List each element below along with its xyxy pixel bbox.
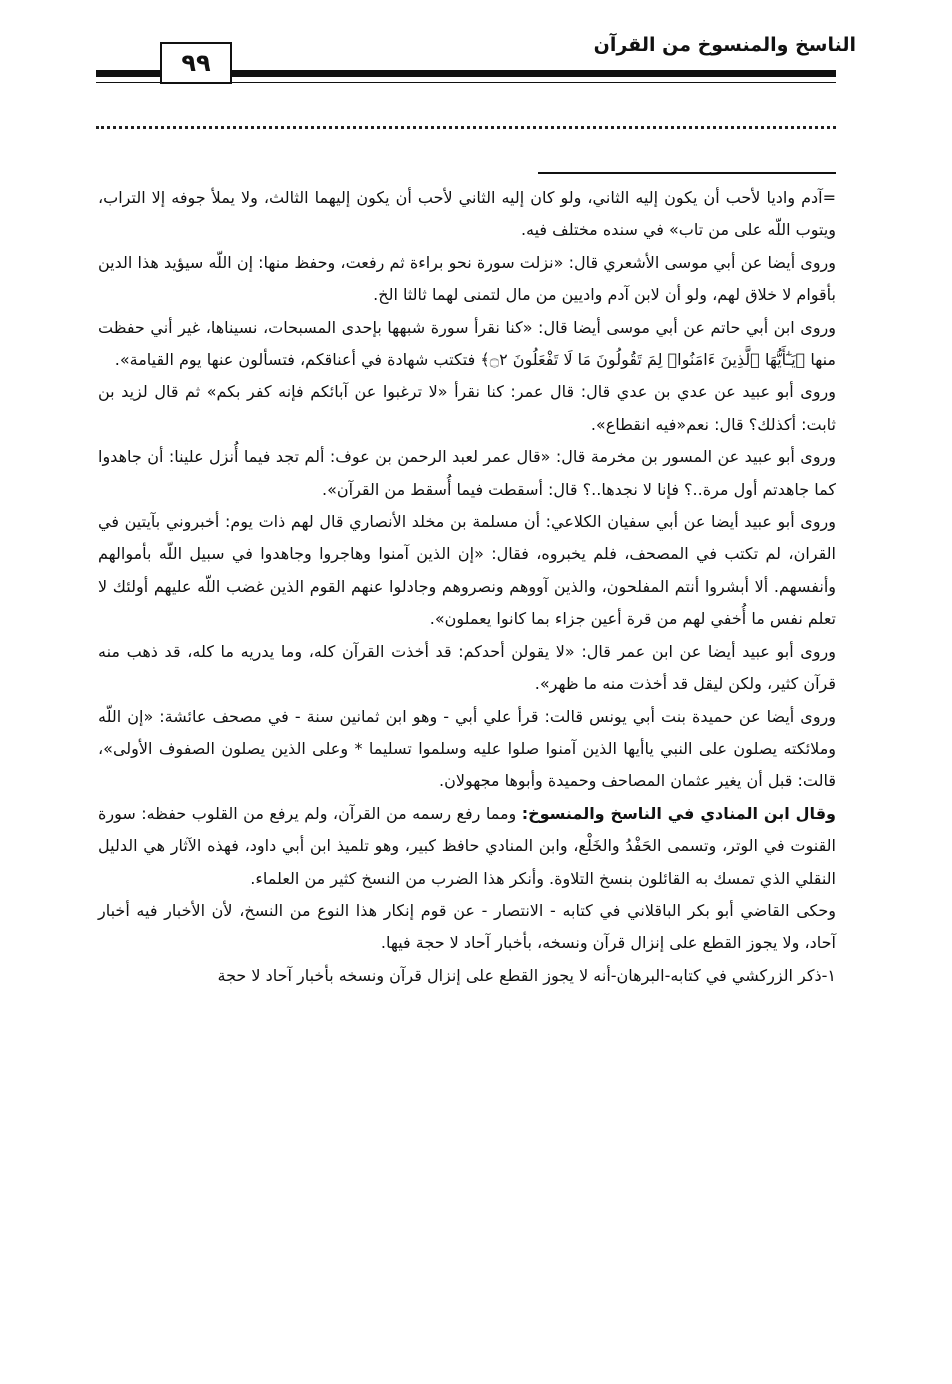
paragraph: وحكى القاضي أبو بكر الباقلاني في كتابه - الانتصار - عن قوم إنكار هذا النوع من النسخ، لأن الأخبار فيه أخبار آحاد، ولا يجوز القطع على إنزال قرآن ونسخه، بأخبار آحاد لا حجة فيها. bbox=[98, 900, 836, 953]
paragraph: وروى أبو عبيد عن عدي بن عدي قال: قال عمر: كنا نقرأ «لا ترغبوا عن آبائكم فإنه كفر بكم» ثم قال لزيد بن ثابت: أكذلك؟ قال: نعم«فيه انقطاع». bbox=[98, 382, 836, 434]
paragraph: =آدم واديا لأحب أن يكون إليه الثاني، ولو كان إليه الثاني لأحب أن يكون إليهما الثالث، ولا يملأ جوفه إلا التراب، ويتوب اللّه على من تاب» في سنده مختلف فيه. bbox=[98, 188, 836, 240]
paragraph: وروى أبو عبيد عن المسور بن مخرمة قال: «قال عمر لعبد الرحمن بن عوف: ألم تجد فيما أُنزل علينا: أن جاهدوا كما جاهدتم أول مرة..؟ فإنا لا نجدها..؟ قال: أسقطت فيما أُسقط من القرآن». bbox=[98, 447, 836, 499]
paragraph: وروى أيضا عن حميدة بنت أبي يونس قالت: قرأ علي أبي - وهو ابن ثمانين سنة - في مصحف عائشة: «إن اللّه وملائكته يصلون على النبي ياأيها الذين آمنوا صلوا عليه وسلموا تسليما * وعلى الذين يصلون الصفوف الأولى»، قالت: قبل أن يغير عثمان المصاحف وحميدة وأبوها مجهولان. bbox=[98, 706, 836, 791]
paragraph-body: ومما رفع رسمه من القرآن، ولم يرفع من القلوب حفظه: سورة القنوت في الوتر، وتسمى الحَفْدُ والخَلْع، وابن المنادي حافظ كبير، وهو تلميذ ابن أبي داود، فهذه الآثار هي الدليل النقلي الذي تمسك به القائلون بنسخ التلاوة. وأنكر هذا الضرب من النسخ كثير من العلماء. bbox=[98, 803, 836, 888]
paragraph: وروى ابن أبي حاتم عن أبي موسى أيضا قال: «كنا نقرأ سورة شبهها بإحدى المسبحات، نسيناها، غير أني حفظت منها ﴿يَـٰٓأَيُّهَا ٱلَّذِينَ ءَامَنُوا۟ لِمَ تَقُولُونَ مَا لَا تَفْعَلُونَ ۝٢﴾ فتكتب شهادة في أعناقكم، فتسألون عنها يوم القيامة». bbox=[98, 317, 836, 370]
running-title: الناسخ والمنسوخ من القرآن bbox=[593, 34, 856, 56]
paragraph-bold-lead: وقال ابن المنادي في الناسخ والمنسوخ: bbox=[521, 803, 836, 823]
paragraph: وروى أبو عبيد أيضا عن ابن عمر قال: «لا يقولن أحدكم: قد أخذت القرآن كله، وما يدريه ما كله، قد ذهب منه قرآن كثير، ولكن ليقل قد أخذت منه ما ظهر». bbox=[98, 641, 836, 694]
page-number: ٩٩ bbox=[160, 42, 232, 84]
footnote-separator bbox=[538, 172, 836, 174]
paragraph bbox=[98, 798, 836, 895]
footnote-text-block bbox=[98, 182, 836, 992]
dotted-divider bbox=[96, 126, 836, 129]
footnote-numbered: ١-ذكر الزركشي في كتابه-البرهان-أنه لا يجوز القطع على إنزال قرآن ونسخه بأخبار آحاد لا حجة bbox=[217, 965, 836, 985]
paragraph: وروى أبو عبيد أيضا عن أبي سفيان الكلاعي: أن مسلمة بن مخلد الأنصاري قال لهم ذات يوم: أخبروني بآيتين في القران، لم تكتب في المصحف، فلم يخبروه، فقال: «إن الذين آمنوا وهاجروا وجاهدوا في سبيل اللّه بأموالهم وأنفسهم. ألا أبشروا أنتم المفلحون، والذين آووهم ونصروهم وجادلوا عنهم القوم الذين غضب اللّه عليهم أولئك لا تعلم نفس ما أُخفي لهم من قرة أعين جزاء بما كانوا يعملون». bbox=[98, 512, 836, 629]
paragraph: وروى أيضا عن أبي موسى الأشعري قال: «نزلت سورة نحو براءة ثم رفعت، وحفظ منها: إن اللّه سيؤيد هذا الدين بأقوام لا خلاق لهم، ولو أن لابن آدم واديين من مال لتمنى لهما ثالثا الخ. bbox=[98, 252, 836, 305]
